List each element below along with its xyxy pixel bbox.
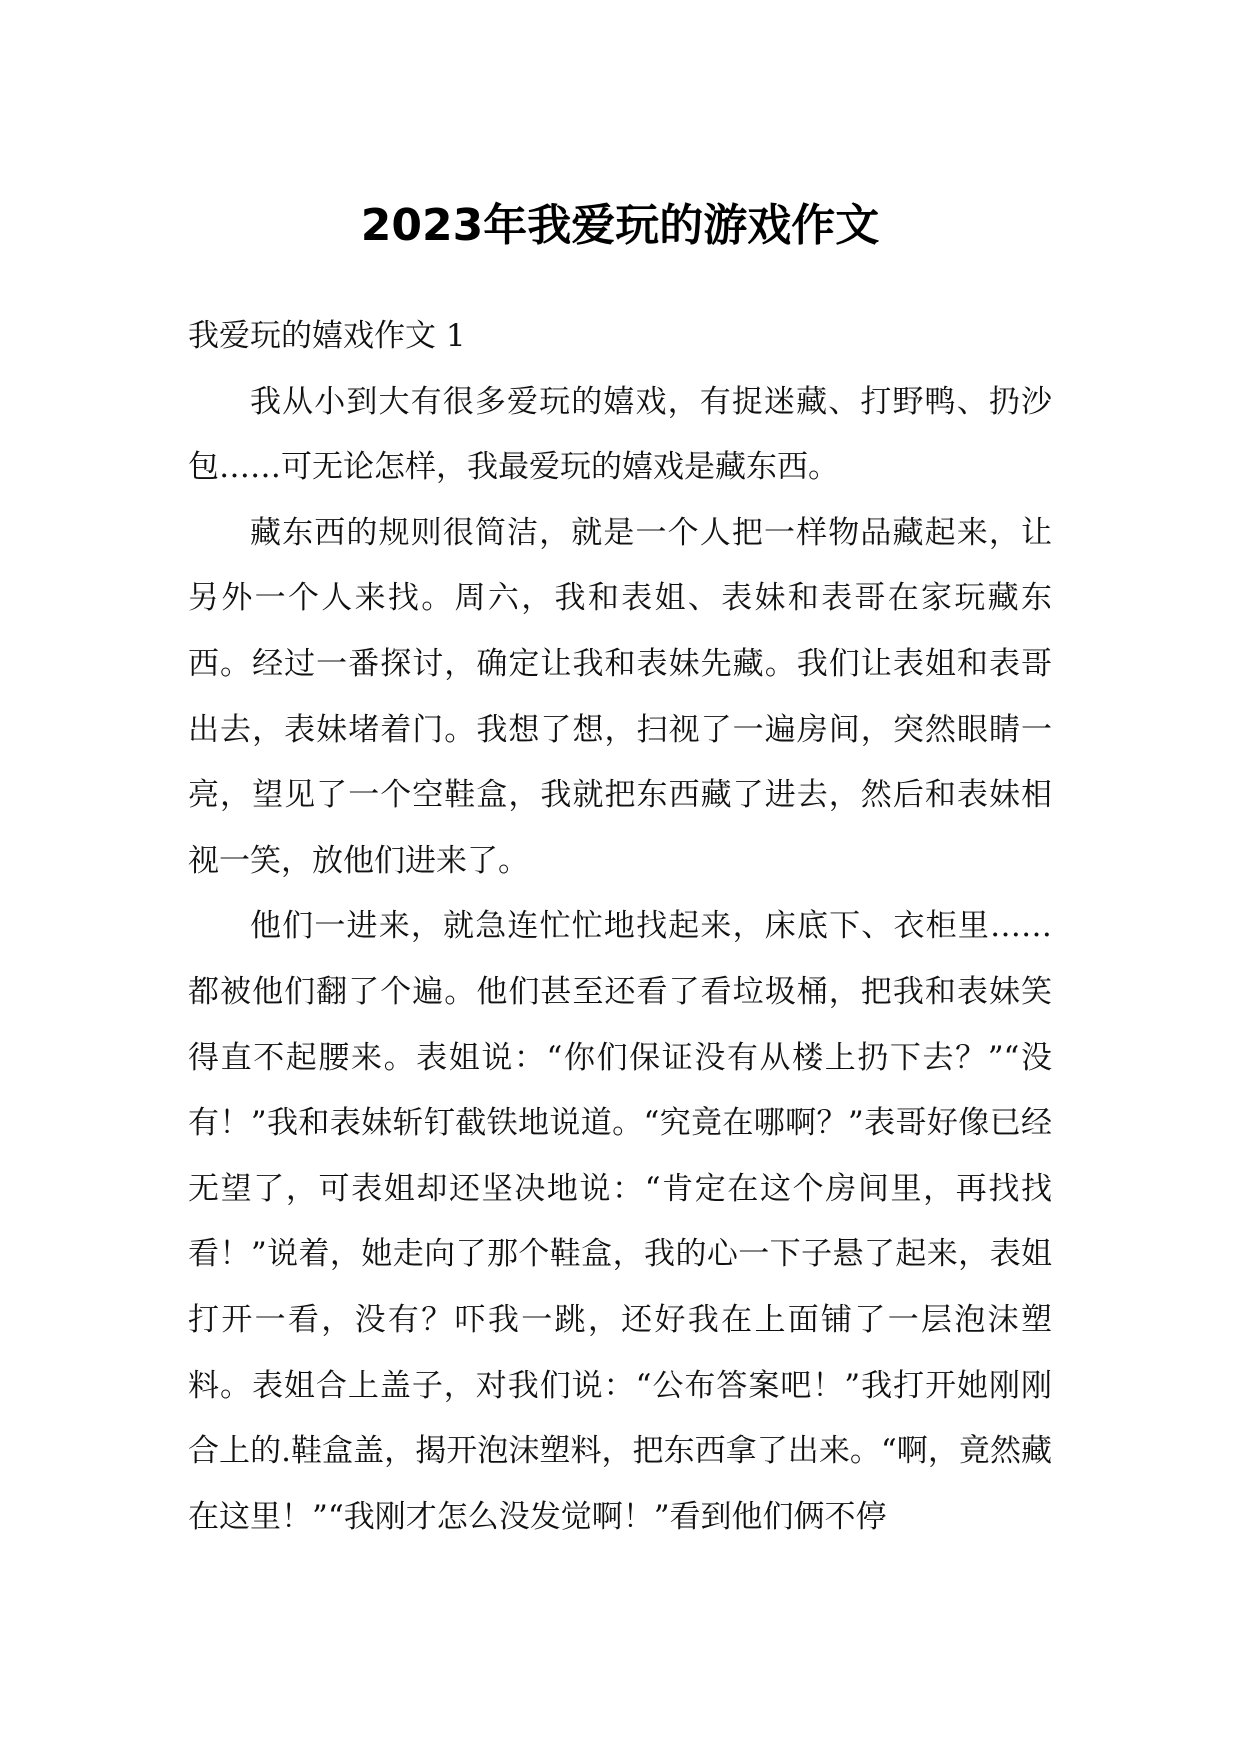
paragraph: 他们一进来，就急连忙忙地找起来，床底下、衣柜里……都被他们翻了个遍。他们甚至还看了看垃圾桶，把我和表妹笑得直不起腰来。表姐说：“你们保证没有从楼上扔下去？”“没有！”我和表妹斩钉截铁地说道。“究竟在哪啊？”表哥好像已经无望了，可表姐却还坚决地说：“肯定在这个房间里，再找找看！”说着，她走向了那个鞋盒，我的心一下子悬了起来，表姐打开一看，没有？吓我一跳，还好我在上面铺了一层泡沫塑料。表姐合上盖子，对我们说：“公布答案吧！”我打开她刚刚合上的.鞋盒盖，揭开泡沫塑料，把东西拿了出来。“啊，竟然藏在这里！”“我刚才怎么没发觉啊！”看到他们俩不停: [188, 908, 1052, 1535]
document-title: 2023年我爱玩的游戏作文: [360, 200, 880, 251]
section-title: 我爱玩的嬉戏作文 1: [188, 318, 466, 354]
document-body: [188, 304, 1052, 1550]
paragraph: 藏东西的规则很简洁，就是一个人把一样物品藏起来，让另外一个人来找。周六，我和表姐、表妹和表哥在家玩藏东西。经过一番探讨，确定让我和表妹先藏。我们让表姐和表哥出去，表妹堵着门。我想了想，扫视了一遍房间，突然眼睛一亮，望见了一个空鞋盒，我就把东西藏了进去，然后和表妹相视一笑，放他们进来了。: [188, 514, 1052, 879]
paragraph: 我从小到大有很多爱玩的嬉戏，有捉迷藏、打野鸭、扔沙包……可无论怎样，我最爱玩的嬉戏是藏东西。: [188, 383, 1052, 486]
